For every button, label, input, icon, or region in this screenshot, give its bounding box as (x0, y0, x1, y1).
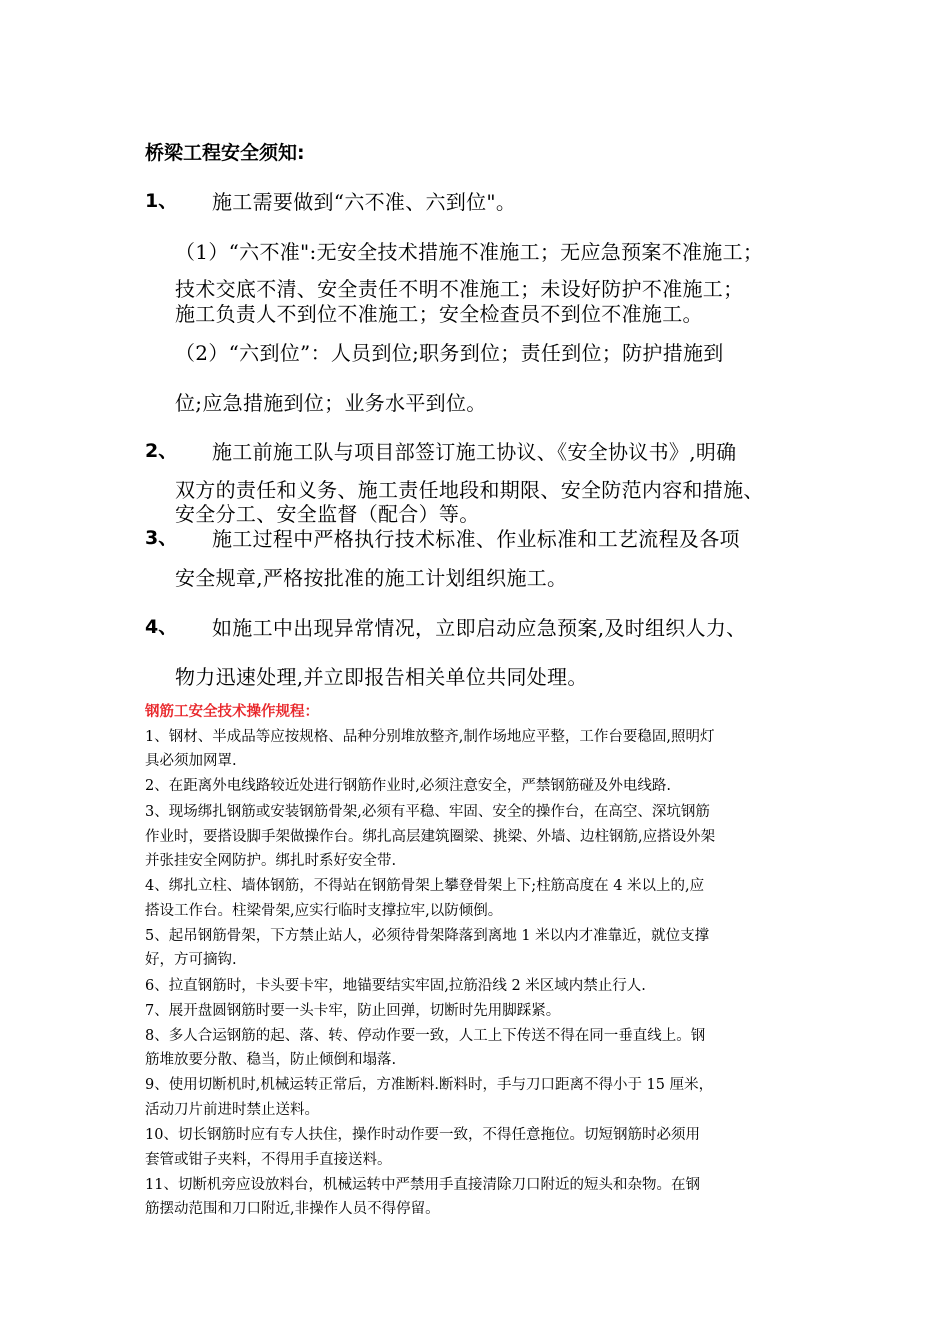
rule-line: 3、现场绑扎钢筋或安装钢筋骨架,必须有平稳、牢固、安全的操作台，在高空、深坑钢筋 (145, 804, 710, 820)
section-title: 钢筋工安全技术操作规程： (145, 704, 319, 720)
rule-line: 具必须加网罩. (145, 753, 237, 769)
item-number: 1、 (145, 190, 178, 212)
rule-line: 作业时，要搭设脚手架做操作台。绑扎高层建筑圈梁、挑梁、外墙、边柱钢筋,应搭设外架 (145, 829, 716, 845)
item-text: 双方的责任和义务、施工责任地段和期限、安全防范内容和措施、 (175, 478, 764, 502)
rule-line: 2、在距离外电线路较近处进行钢筋作业时,必须注意安全，严禁钢筋碰及外电线路. (145, 778, 671, 794)
rule-line: 11、切断机旁应设放料台，机械运转中严禁用手直接清除刀口附近的短头和杂物。在钢 (145, 1177, 700, 1193)
item-text: 施工过程中严格执行技术标准、作业标准和工艺流程及各项 (212, 527, 740, 551)
rule-line: 4、绑扎立柱、墙体钢筋，不得站在钢筋骨架上攀登骨架上下;柱筋高度在 4 米以上的,应 (145, 878, 705, 894)
sub-text: （1）“六不准":无安全技术措施不准施工；无应急预案不准施工； (175, 240, 764, 264)
rule-line: 8、多人合运钢筋的起、落、转、停动作要一致，人工上下传送不得在同一垂直线上。钢 (145, 1028, 706, 1044)
item-text: 施工需要做到“六不准、六到位"。 (212, 190, 517, 214)
rule-line: 筋摆动范围和刀口附近,非操作人员不得停留。 (145, 1201, 440, 1217)
item-text: 安全分工、安全监督（配合）等。 (175, 502, 480, 526)
rule-line: 并张挂安全网防护。绑扎时系好安全带. (145, 853, 397, 869)
rule-line: 1、钢材、半成品等应按规格、品种分别堆放整齐,制作场地应平整，工作台要稳固,照明灯 (145, 729, 715, 745)
rule-line: 5、起吊钢筋骨架，下方禁止站人，必须待骨架降落到离地 1 米以内才准靠近，就位支撑 (145, 928, 710, 944)
item-text: 施工前施工队与项目部签订施工协议、《安全协议书》,明确 (212, 440, 737, 464)
item-text: 物力迅速处理,并立即报告相关单位共同处理。 (175, 665, 588, 689)
rule-line: 10、切长钢筋时应有专人扶住，操作时动作要一致，不得任意拖位。切短钢筋时必须用 (145, 1127, 700, 1143)
sub-text: 施工负责人不到位不准施工；安全检查员不到位不准施工。 (175, 302, 703, 326)
rule-line: 好，方可摘钩. (145, 952, 237, 968)
rule-line: 筋堆放要分散、稳当，防止倾倒和塌落. (145, 1052, 397, 1068)
item-number: 3、 (145, 527, 178, 549)
page-title: 桥梁工程安全须知: (145, 142, 305, 164)
rule-line: 搭设工作台。柱梁骨架,应实行临时支撑拉牢,以防倾倒。 (145, 903, 503, 919)
sub-text: 位;应急措施到位；业务水平到位。 (175, 391, 487, 415)
rule-line: 7、展开盘圆钢筋时要一头卡牢，防止回弹，切断时先用脚踩紧。 (145, 1003, 561, 1019)
item-text: 安全规章,严格按批准的施工计划组织施工。 (175, 566, 568, 590)
item-number: 4、 (145, 616, 178, 638)
item-text: 如施工中出现异常情况，立即启动应急预案,及时组织人力、 (212, 616, 747, 640)
sub-text: 技术交底不清、安全责任不明不准施工；未设好防护不准施工； (175, 277, 744, 301)
item-number: 2、 (145, 440, 178, 462)
sub-text: （2）“六到位”：人员到位;职务到位；责任到位；防护措施到 (175, 341, 724, 365)
rule-line: 活动刀片前进时禁止送料。 (145, 1102, 319, 1118)
rule-line: 9、使用切断机时,机械运转正常后，方准断料.断料时，手与刀口距离不得小于 15 厘米， (145, 1077, 714, 1093)
rule-line: 6、拉直钢筋时，卡头要卡牢，地锚要结实牢固,拉筋沿线 2 米区域内禁止行人. (145, 978, 646, 994)
rule-line: 套管或钳子夹料，不得用手直接送料。 (145, 1152, 392, 1168)
